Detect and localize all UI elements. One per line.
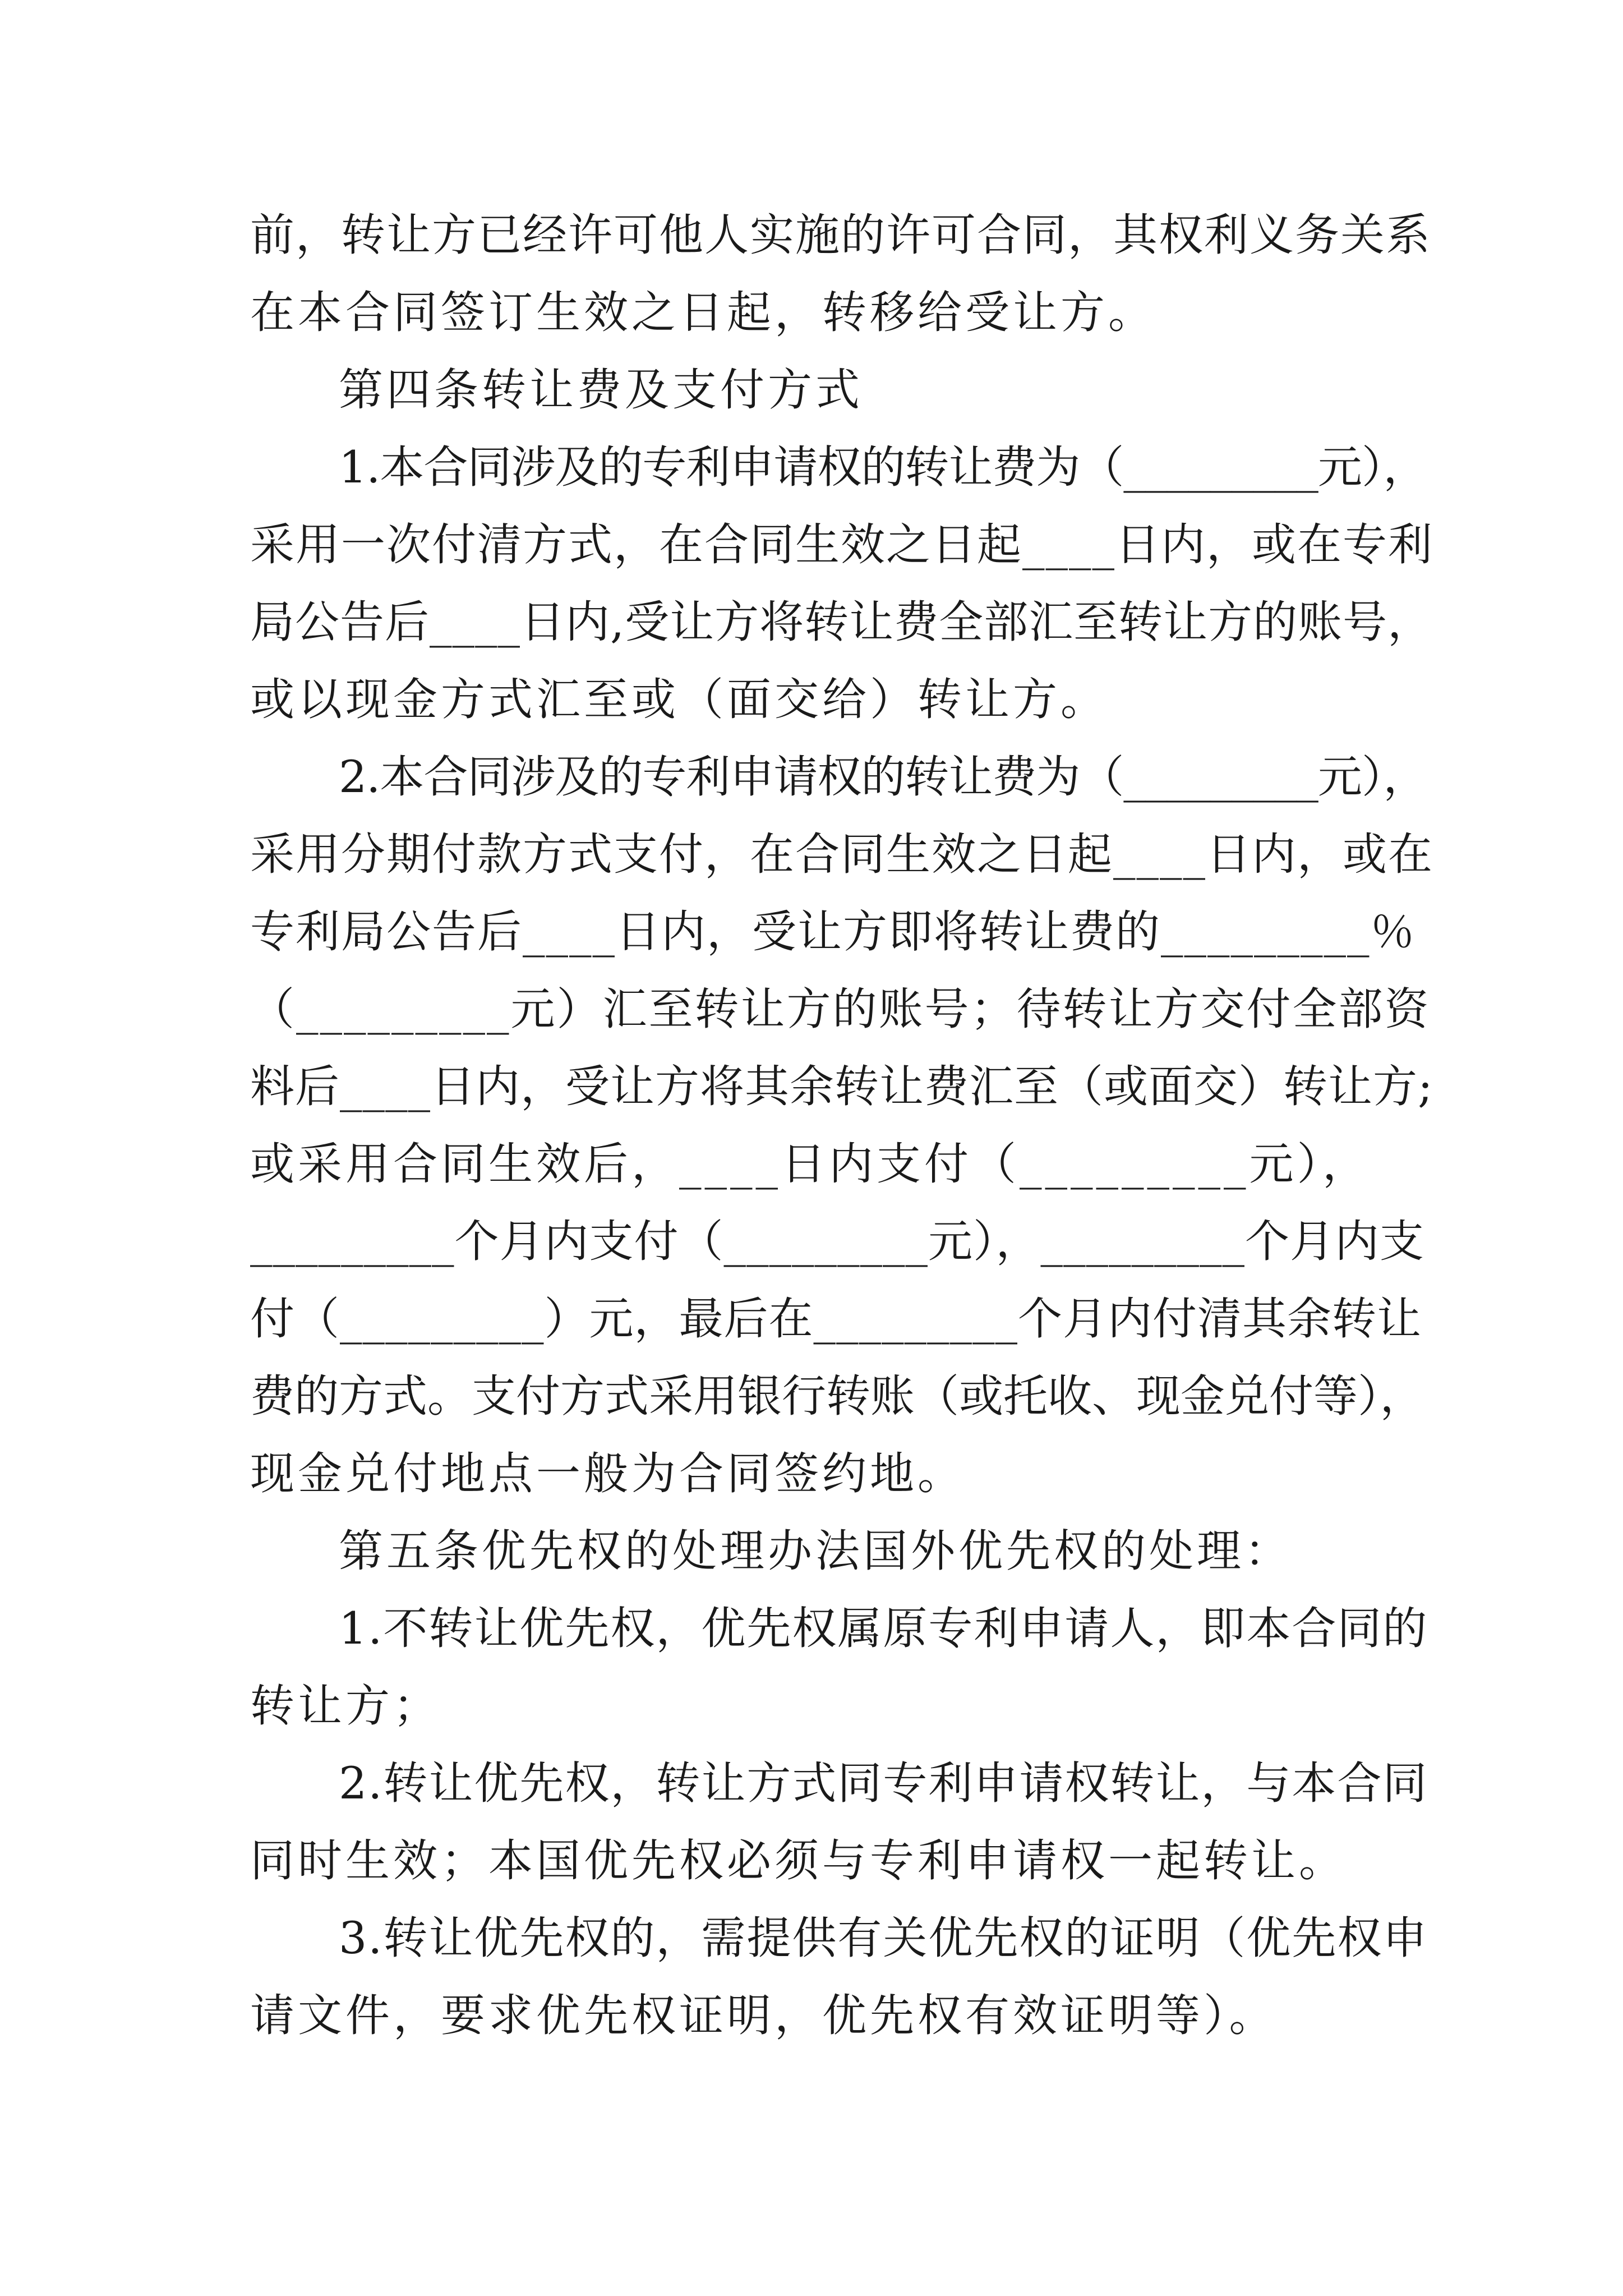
text-line: 前，转让方已经许可他人实施的许可合同，其权利义务关系 (250, 209, 1431, 261)
section-heading-article-5: 第五条优先权的处理办法国外优先权的处理： (339, 1525, 1292, 1577)
text-line: 2.转让优先权，转让方式同专利申请权转让，与本合同 (339, 1757, 1428, 1809)
text-line: 现金兑付地点一般为合同签约地。 (250, 1448, 965, 1499)
text-line: 1.本合同涉及的专利申请权的转让费为（_________元）， (339, 441, 1427, 493)
text-line: 或以现金方式汇至或（面交给）转让方。 (250, 674, 1108, 725)
text-line: 费的方式。支付方式采用银行转账（或托收、现金兑付等）， (250, 1370, 1424, 1422)
text-line: 转让方； (250, 1680, 441, 1732)
contract-body-text (250, 196, 1433, 2054)
text-line: 局公告后____日内,受让方将转让费全部汇至转让方的账号， (250, 596, 1433, 648)
text-line: 在本合同签订生效之日起，转移给受让方。 (250, 287, 1156, 338)
text-line: 采用一次付清方式，在合同生效之日起____日内，或在专利 (250, 519, 1433, 570)
text-line: 同时生效；本国优先权必须与专利申请权一起转让。 (250, 1835, 1347, 1887)
text-line: 采用分期付款方式支付，在合同生效之日起____日内，或在 (250, 829, 1433, 880)
text-line: 1.不转让优先权，优先权属原专利申请人，即本合同的 (339, 1603, 1428, 1654)
text-line: 请文件，要求优先权证明，优先权有效证明等）。 (250, 1990, 1277, 2041)
text-line: 专利局公告后____日内，受让方即将转让费的_________％ (250, 906, 1416, 958)
section-heading-article-4: 第四条转让费及支付方式 (339, 364, 863, 416)
text-line: 或采用合同生效后，____日内支付（_________元）， (250, 1138, 1370, 1190)
text-line: 3.转让优先权的，需提供有关优先权的证明（优先权申 (339, 1912, 1428, 1964)
text-line: _________个月内支付（_________元），_________个月内支 (250, 1216, 1424, 1267)
text-line: （_________元）汇至转让方的账号；待转让方交付全部资 (250, 983, 1431, 1035)
text-line: 付（_________）元，最后在_________个月内付清其余转让 (250, 1293, 1422, 1345)
text-line: 2.本合同涉及的专利申请权的转让费为（_________元）， (339, 751, 1427, 803)
text-line: 料后____日内，受让方将其余转让费汇至（或面交）转让方; (250, 1061, 1433, 1112)
